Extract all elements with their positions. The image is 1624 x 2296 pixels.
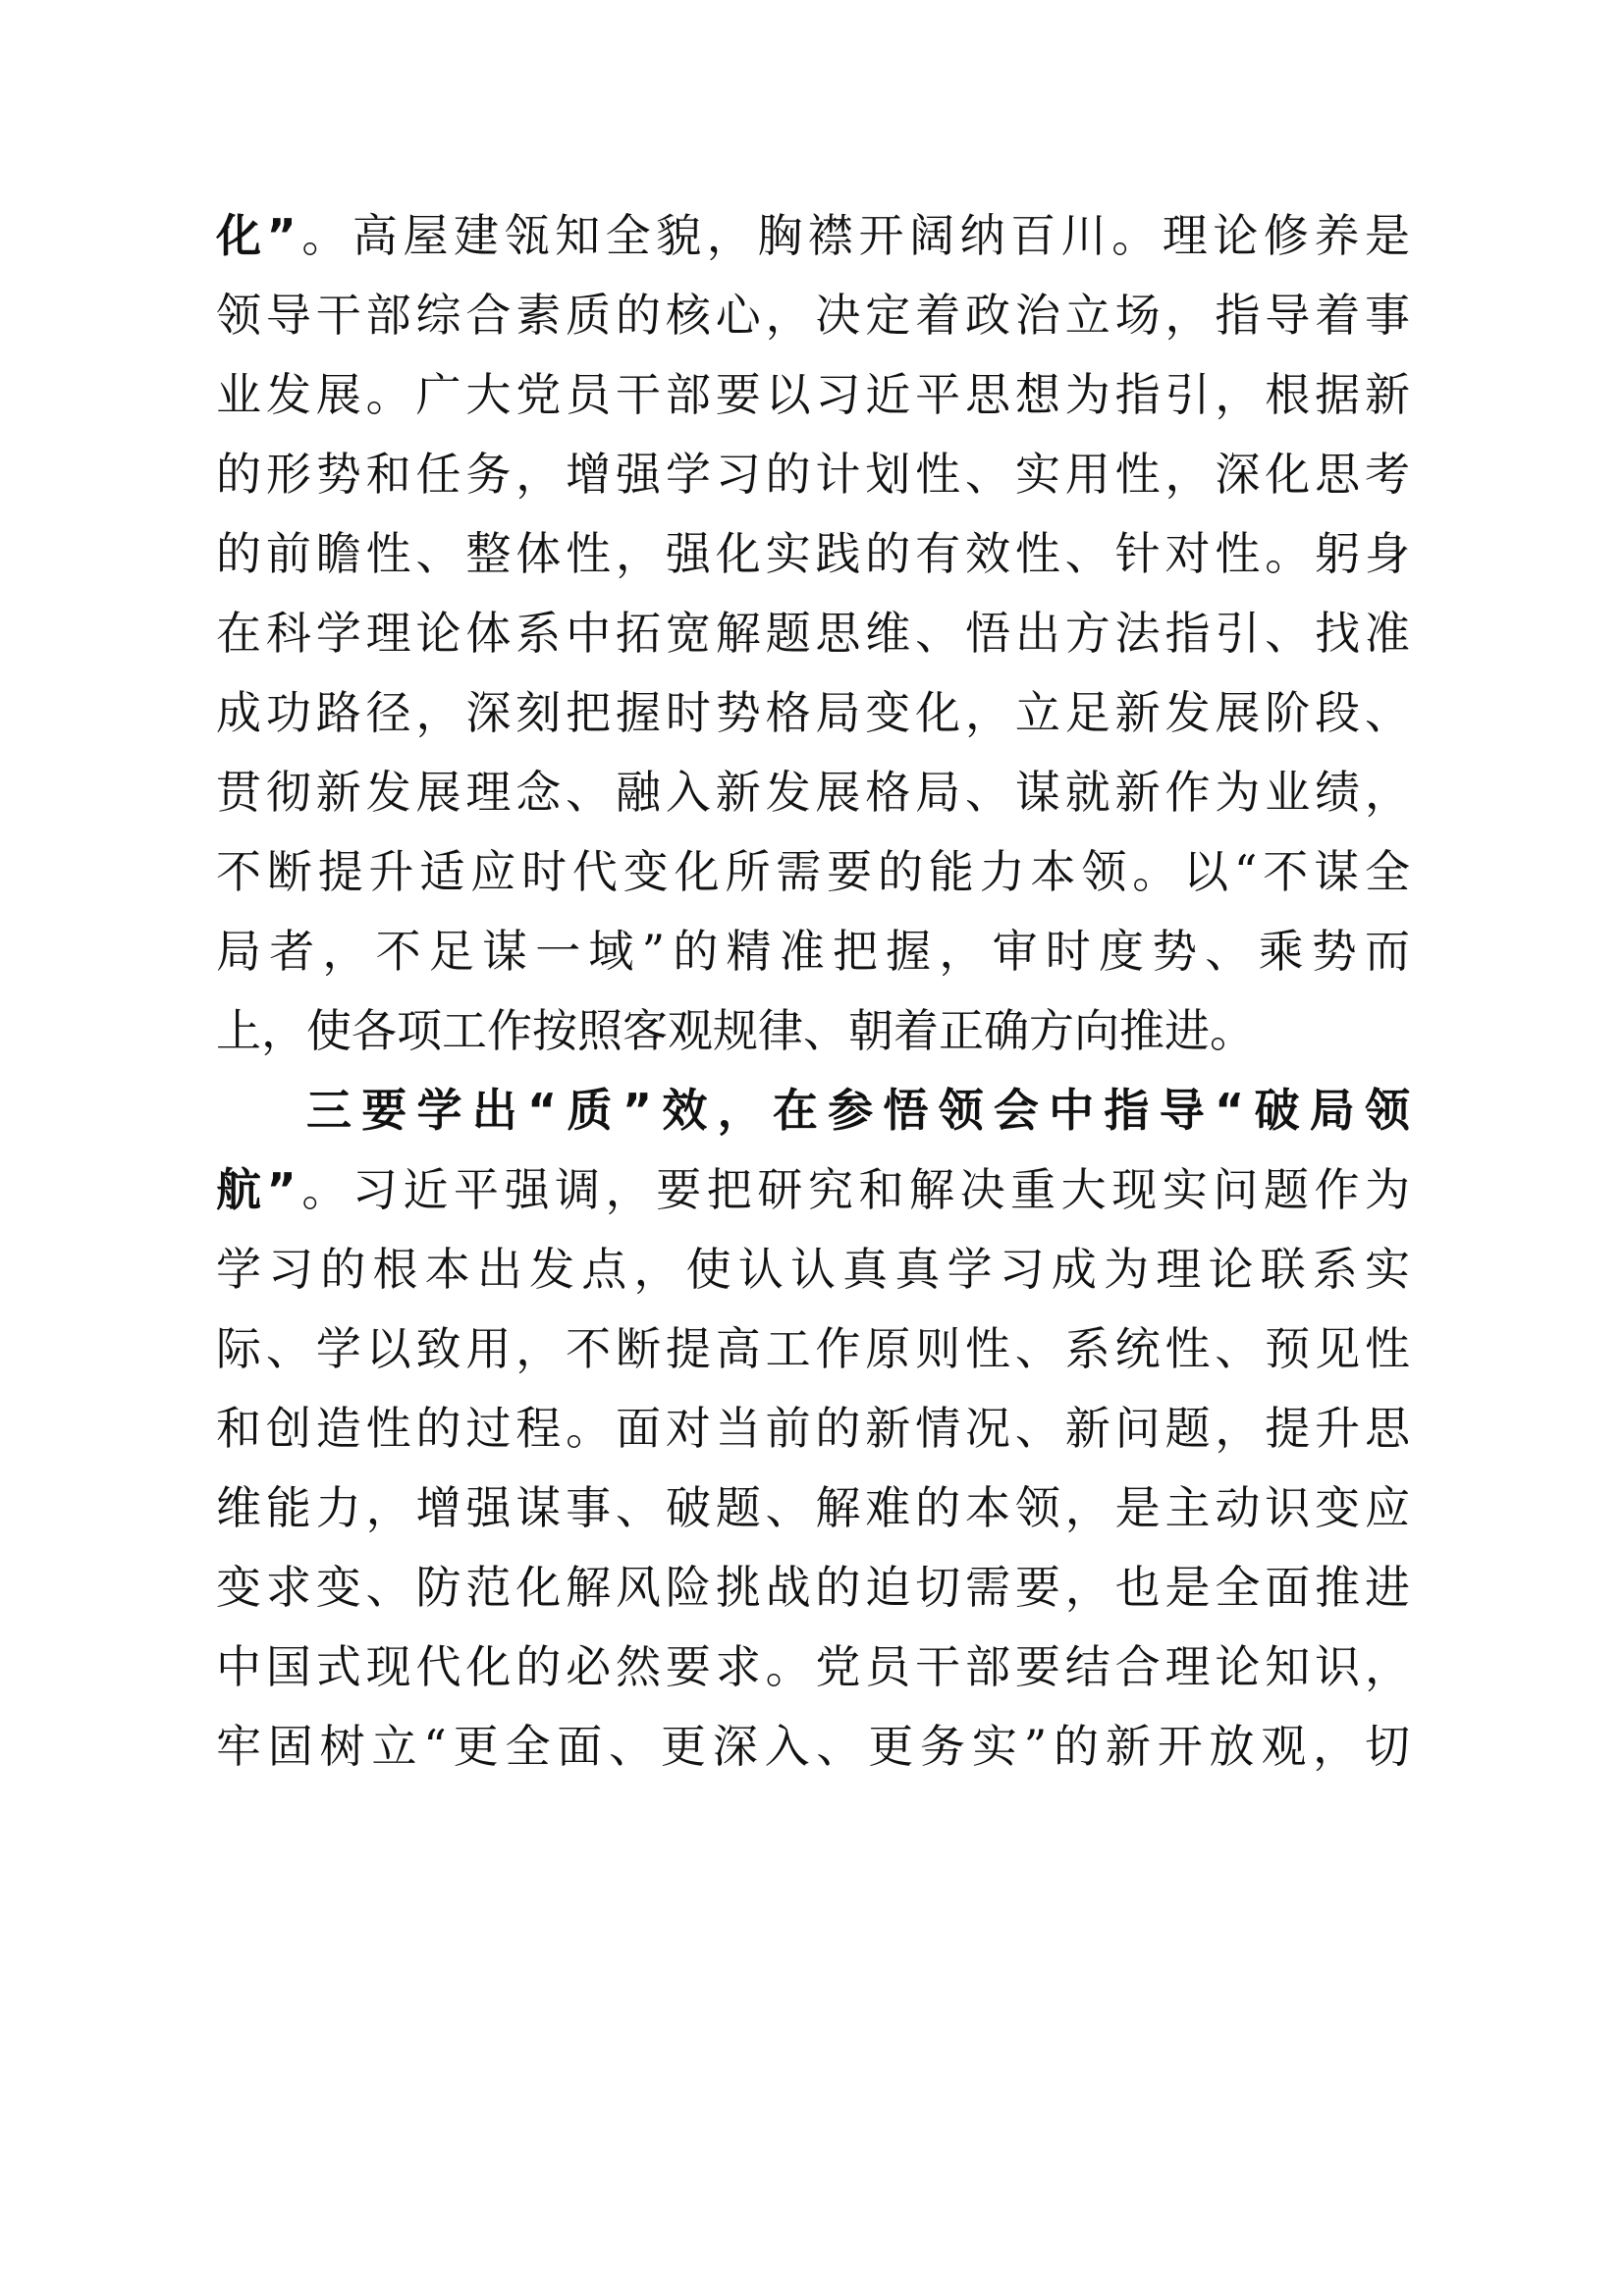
paragraph-line: 领导干部综合素质的核心，决定着政治立场，指导着事: [216, 289, 1410, 342]
paragraph-line: 牢固树立“更全面、更深入、更务实”的新开放观，切: [216, 1720, 1410, 1773]
bold-lead: 化”: [216, 209, 297, 262]
paragraph-line: 变求变、防范化解风险挑战的迫切需要，也是全面推进: [216, 1561, 1410, 1614]
paragraph-line: 贯彻新发展理念、融入新发展格局、谋就新作为业绩，: [216, 766, 1410, 819]
paragraph-line: 不断提升适应时代变化所需要的能力本领。以“不谋全: [216, 845, 1410, 898]
paragraph-line: 上，使各项工作按照客观规律、朝着正确方向推进。: [216, 1004, 1255, 1057]
paragraph-line: 业发展。广大党员干部要以习近平思想为指引，根据新: [216, 368, 1410, 421]
paragraph-line: 的前瞻性、整体性，强化实践的有效性、针对性。躬身: [216, 527, 1410, 580]
paragraph-line: 和创造性的过程。面对当前的新情况、新问题，提升思: [216, 1402, 1410, 1455]
paragraph-line: 局者，不足谋一域”的精准把握，审时度势、乘势而: [216, 925, 1410, 978]
paragraph-line: 在科学理论体系中拓宽解题思维、悟出方法指引、找准: [216, 607, 1410, 660]
section-heading: 三要学出“质”效，在参悟领会中指导“破局领: [306, 1084, 1410, 1137]
paragraph-line: 际、学以致用，不断提高工作原则性、系统性、预见性: [216, 1322, 1410, 1375]
bold-lead: 航”: [216, 1163, 297, 1216]
paragraph-line: 的形势和任务，增强学习的计划性、实用性，深化思考: [216, 448, 1410, 501]
paragraph-line: 成功路径，深刻把握时势格局变化，立足新发展阶段、: [216, 686, 1410, 739]
paragraph-line: 中国式现代化的必然要求。党员干部要结合理论知识，: [216, 1640, 1410, 1693]
paragraph-line: 维能力，增强谋事、破题、解难的本领，是主动识变应: [216, 1481, 1410, 1534]
paragraph-line: 化”。高屋建瓴知全貌，胸襟开阔纳百川。理论修养是: [216, 209, 1411, 262]
paragraph-line: 航”。习近平强调，要把研究和解决重大现实问题作为: [216, 1163, 1411, 1216]
paragraph-line: 学习的根本出发点，使认认真真学习成为理论联系实: [216, 1243, 1410, 1296]
